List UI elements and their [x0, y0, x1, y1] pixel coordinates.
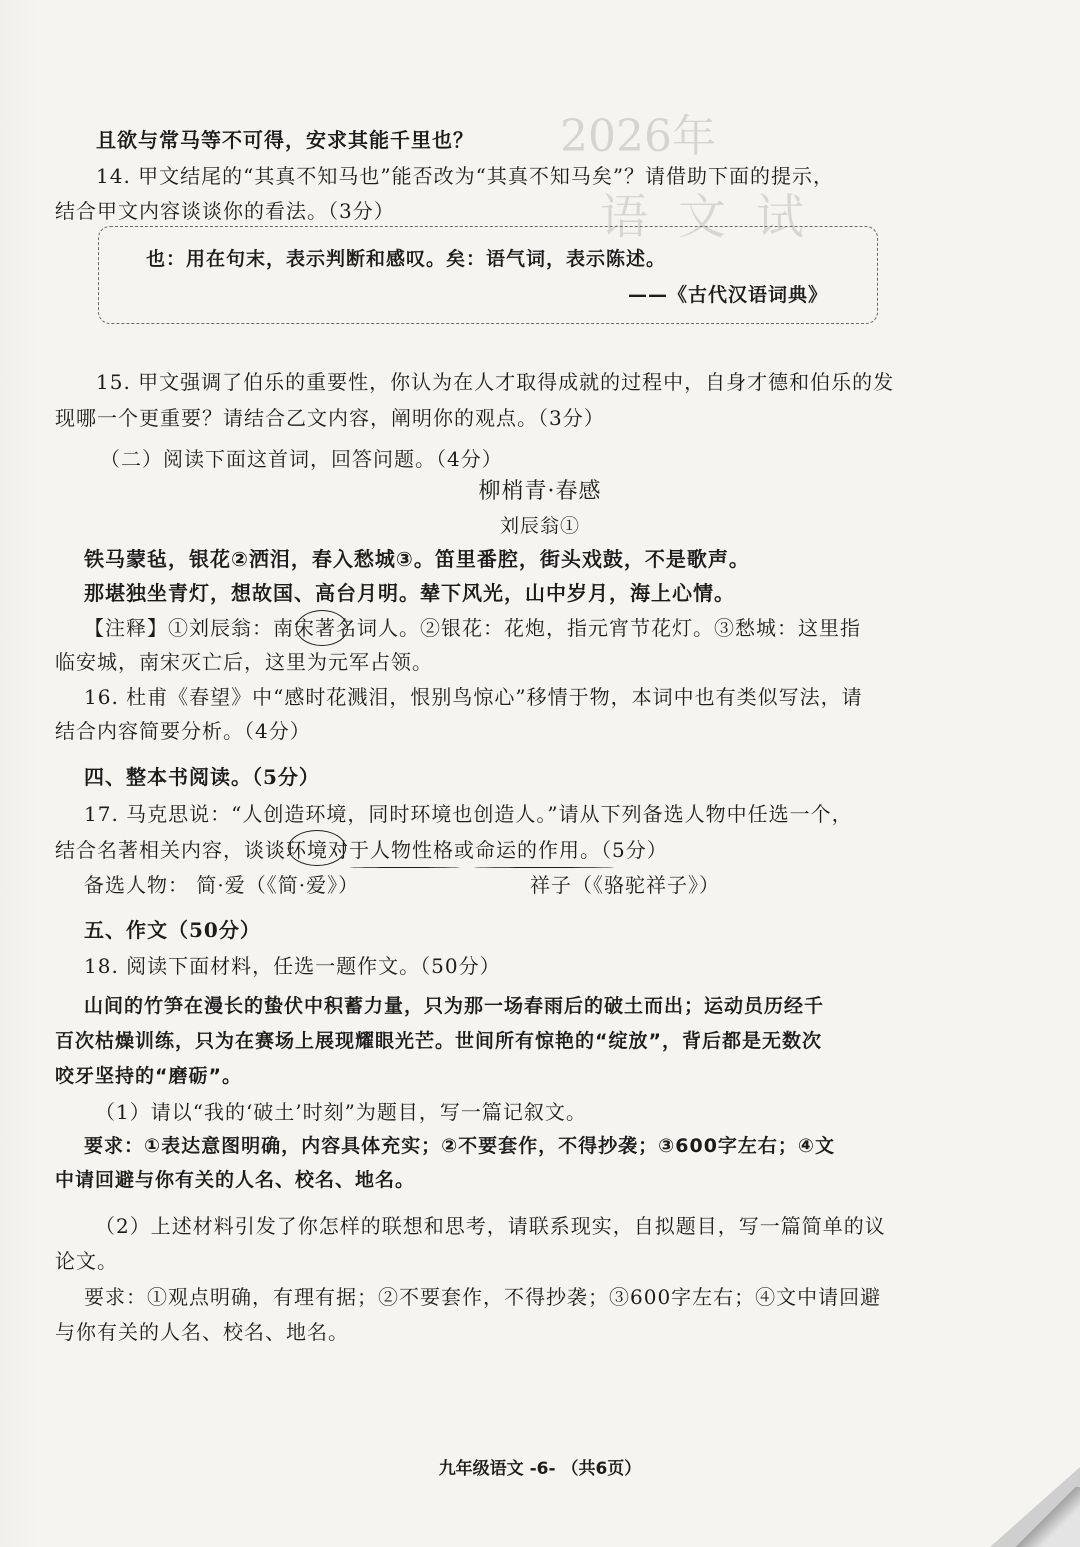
question-16-cont: 结合内容简要分析。（4分）: [55, 719, 311, 743]
section-two-heading: （二）阅读下面这首词，回答问题。（4分）: [100, 447, 503, 471]
handwritten-circle-huanjing: [288, 830, 346, 866]
material-line-3: 咬牙坚持的“磨砺”。: [55, 1065, 242, 1087]
essay-option-1-req: 要求：①表达意图明确，内容具体充实；②不要套作，不得抄袭；③600字左右；④文: [84, 1135, 836, 1157]
essay-option-1-req-cont: 中请回避与你有关的人名、校名、地名。: [55, 1169, 416, 1191]
bleed-through-subtitle: 语文试: [600, 189, 835, 245]
material-line-2: 百次枯燥训练，只为在赛场上展现耀眼光芒。世间所有惊艳的“绽放”，背后都是无数次: [55, 1030, 822, 1052]
essay-option-2-req: 要求：①观点明确，有理有据；②不要套作，不得抄袭；③600字左右；④文中请回避: [84, 1285, 882, 1309]
question-16: 16. 杜甫《春望》中“感时花溅泪，恨别鸟惊心”移情于物，本词中也有类似写法，请: [84, 685, 863, 709]
question-15-cont: 现哪一个更重要？请结合乙文内容，阐明你的观点。（3分）: [55, 406, 605, 430]
candidate-character-xiangzi: 祥子（《骆驼祥子》）: [530, 873, 720, 897]
question-17: 17. 马克思说：“人创造环境，同时环境也创造人。”请从下列备选人物中任选一个，: [84, 802, 853, 826]
handwritten-underline-1: [350, 867, 460, 868]
essay-option-2-cont: 论文。: [55, 1249, 118, 1273]
poem-line-2: 那堪独坐青灯，想故国、高台月明。辇下风光，山中岁月，海上心情。: [84, 581, 735, 605]
handwritten-circle-nansong: [296, 610, 348, 646]
bleed-through-title: 2026年: [560, 111, 716, 162]
page-footer: 九年级语文 -6- （共6页）: [438, 1459, 642, 1479]
candidate-characters: 备选人物： 简·爱（《简·爱》）: [84, 873, 360, 897]
essay-option-2: （2）上述材料引发了你怎样的联想和思考，请联系现实，自拟题目，写一篇简单的议: [95, 1214, 886, 1238]
hint-text: 也：用在句末，表示判断和感叹。矣：语气词，表示陈述。: [146, 248, 667, 270]
section-four-heading: 四、整本书阅读。（5分）: [84, 765, 320, 789]
poem-title: 柳梢青·春感: [478, 479, 602, 504]
page-corner-shade: [1010, 1487, 1080, 1547]
material-line-1: 山间的竹笋在漫长的蛰伏中积蓄力量，只为那一场春雨后的破土而出；运动员历经千: [84, 995, 825, 1017]
hint-box: [98, 226, 878, 324]
annotation-line-2: 临安城，南宋灭亡后，这里为元军占领。: [55, 650, 433, 674]
annotation-line-1: 【注释】①刘辰翁：南宋著名词人。②银花：花炮，指元宵节花灯。③愁城：这里指: [84, 616, 861, 640]
question-15: 15. 甲文强调了伯乐的重要性，你认为在人才取得成就的过程中，自身才德和伯乐的发: [96, 370, 895, 394]
poem-line-1: 铁马蒙毡，银花②洒泪，春入愁城③。笛里番腔，街头戏鼓，不是歌声。: [84, 547, 750, 571]
question-14: 14. 甲文结尾的“其真不知马也”能否改为“其真不知马矣”？请借助下面的提示，: [96, 164, 835, 188]
essay-option-1: （1）请以“我的‘破土’时刻”为题目，写一篇记叙文。: [95, 1100, 587, 1124]
hint-source: ——《古代汉语词典》: [628, 284, 829, 306]
question-14-cont: 结合甲文内容谈谈你的看法。（3分）: [55, 199, 395, 223]
poem-author: 刘辰翁①: [499, 515, 580, 537]
essay-option-2-req-cont: 与你有关的人名、校名、地名。: [55, 1320, 349, 1344]
question-18: 18. 阅读下面材料，任选一题作文。（50分）: [84, 954, 501, 978]
text-line-1: 且欲与常马等不可得，安求其能千里也？: [96, 128, 474, 152]
section-five-heading: 五、作文（50分）: [84, 918, 261, 942]
handwritten-underline-2: [474, 867, 614, 868]
question-17-cont: 结合名著相关内容，谈谈环境对于人物性格或命运的作用。（5分）: [55, 838, 668, 862]
